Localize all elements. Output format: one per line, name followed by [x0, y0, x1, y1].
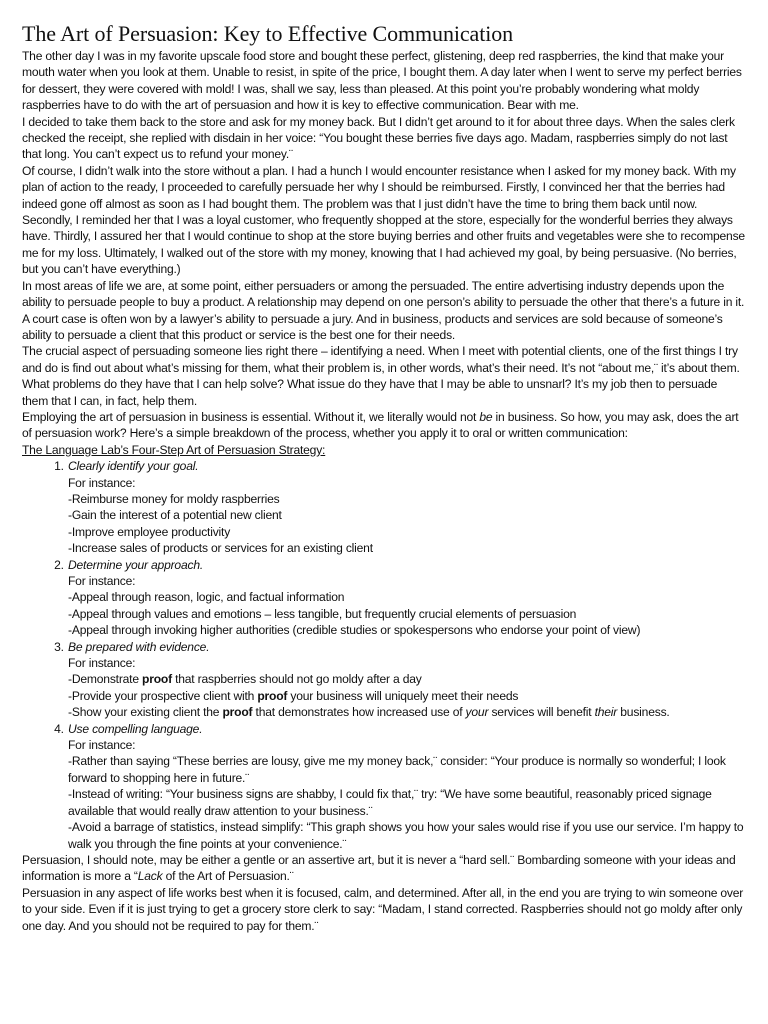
step-item [67, 458, 746, 556]
step-example: -Increase sales of products or services for an existing client [68, 541, 373, 556]
paragraph-identify-need: The crucial aspect of persuading someone lies right there – identifying a need. When I meet with potential clients, one of the first things I try and do is find out about what’s missing for them, what their problem is, in other words, what’s their need. It’s not “about me,¨ it’s about them. What problems do they have that I can help solve? What issue do they have that I may be able to unsnarl? It’s my job then to persuade them that I can, in fact, help them. [22, 344, 740, 408]
paragraph-conclusion: Persuasion in any aspect of life works best when it is focused, calm, and determined. After all, in the end you are trying to win someone over to your side. Even if it is just trying to get a grocery store clerk to say: “Madam, I stand corrected. Raspberries should not go moldy after only one day. And you should not be required to pay for them.¨ [22, 885, 744, 933]
strategy-heading: The Language Lab’s Four-Step Art of Persuasion Strategy: [22, 442, 326, 457]
step-title: 2. Determine your approach. [68, 557, 204, 572]
proof-emphasis-your: your [465, 705, 489, 720]
step-example: -Appeal through values and emotions – less tangible, but frequently crucial elements of persuasion [68, 606, 577, 621]
strategy-steps-list [22, 458, 746, 852]
step-example [68, 671, 746, 687]
proof-keyword: proof [142, 672, 172, 687]
step-title: 3. Be prepared with evidence. [68, 639, 210, 654]
proof-text-before: -Provide your prospective client with [68, 688, 258, 703]
step-title: 1. Clearly identify your goal. [68, 459, 199, 474]
proof-keyword: proof [257, 688, 288, 703]
proof-text-after: business. [617, 705, 670, 720]
business-text-emphasis: be [479, 409, 493, 424]
step-intro: For instance: [68, 738, 136, 753]
paragraph-raspberries: The other day I was in my favorite upscale food store and bought these perfect, glistening, deep red raspberries, the kind that make your mouth water when you look at them. Unable to resist, in spite of the price, I bought them. A day later when I went to serve my perfect berries for dessert, they were covered with mold! I was, shall we say, less than pleased. At this point you’re probably wondering what moldy raspberries have to do with the art of persuasion and how it is key to effective communication. Bear with me. [22, 49, 742, 113]
proof-text-middle: that demonstrates how increased use of [252, 705, 466, 720]
paragraph-return-store: I decided to take them back to the store and ask for my money back. But I didn’t get around to it for about three days. When the sales clerk checked the receipt, she replied with disdain in her voice: “You bought these berries five days ago. Madam, raspberries simply do not last that long. You can’t expect us to refund your money.¨ [22, 114, 735, 162]
proof-text-after: your business will uniquely meet their needs [287, 688, 519, 703]
closing-text-emphasis: Lack [137, 869, 163, 884]
proof-text-middle-2: services will benefit [488, 705, 595, 720]
proof-text-before: -Demonstrate [68, 672, 143, 687]
step-example: -Reimburse money for moldy raspberries [68, 491, 280, 506]
paragraph-plan: Of course, I didn’t walk into the store without a plan. I had a hunch I would encounter resistance when I asked for my money back. With my plan of action to the ready, I proceeded to carefully persuade her why I should be reimbursed. Firstly, I convinced her that the berries had indeed gone off almost as soon as I had bought them. The problem was that I just didn’t have the time to bring them back until now. Secondly, I reminded her that I was a loyal customer, who frequently shopped at the store, especially for the wonderful berries they always have. Thirdly, I assured her that I would continue to shop at the store buying berries and other fruits and vegetables were she to recompense me for my loss. Ultimately, I walked out of the store with my money, knowing that I had achieved my goal, by being persuasive. (No berries, but you can’t have everything.) [22, 163, 745, 277]
closing-text-before: Persuasion, I should note, may be either a gentle or an assertive art, but it is never a “hard sell.¨ Bombarding someone with your ideas and information is more a “ [22, 852, 736, 884]
proof-text-before: -Show your existing client the [68, 705, 223, 720]
step-example: -Avoid a barrage of statistics, instead simplify: “This graph shows you how your sales would rise if you use our service. I’m happy to walk you through the fine points at your convenience.¨ [68, 820, 744, 851]
step-example: -Gain the interest of a potential new client [68, 508, 282, 523]
step-item [67, 639, 746, 721]
step-example [68, 704, 746, 720]
step-example: -Improve employee productivity [68, 524, 231, 539]
paragraph-business [22, 409, 746, 442]
step-title: 4. Use compelling language. [68, 721, 203, 736]
step-item [67, 557, 746, 639]
step-intro: For instance: [68, 475, 136, 490]
step-intro: For instance: [68, 656, 136, 671]
proof-emphasis-their: their [594, 705, 618, 720]
step-example [68, 688, 746, 704]
document-title: The Art of Persuasion: Key to Effective Communication [22, 21, 514, 46]
proof-keyword: proof [222, 705, 253, 720]
closing-text-after: of the Art of Persuasion.¨ [162, 869, 294, 884]
step-example: -Appeal through reason, logic, and factual information [68, 590, 345, 605]
step-example: -Appeal through invoking higher authorities (credible studies or spokespersons who endorse your point of view) [68, 623, 641, 638]
paragraph-never-hard-sell [22, 852, 746, 885]
step-example: -Instead of writing: “Your business signs are shabby, I could fix that,¨ try: “We have some beautiful, reasonably priced signage available that would really draw attention to your business.¨ [68, 787, 712, 818]
step-item [67, 721, 746, 852]
step-example: -Rather than saying “These berries are lousy, give me my money back,¨ consider: “Your produce is normally so wonderful; I look forward to shopping here in future.¨ [68, 754, 726, 785]
business-text-before: Employing the art of persuasion in business is essential. Without it, we literally would not [22, 409, 480, 424]
proof-text-after: that raspberries should not go moldy after a day [171, 672, 422, 687]
paragraph-persuaders: In most areas of life we are, at some point, either persuaders or among the persuaded. The entire advertising industry depends upon the ability to persuade people to buy a product. A relationship may depend on one person’s ability to persuade the other that there’s a future in it. A court case is often won by a lawyer’s ability to persuade a jury. And in business, products and services are sold because of someone’s ability to persuade a client that this product or service is the best one for their needs. [22, 278, 745, 342]
business-text-after: in business. So how, you may ask, does the art of persuasion work? Here’s a simple breakdown of the process, whether you apply it to oral or written communication: [22, 409, 739, 441]
step-intro: For instance: [68, 574, 136, 588]
